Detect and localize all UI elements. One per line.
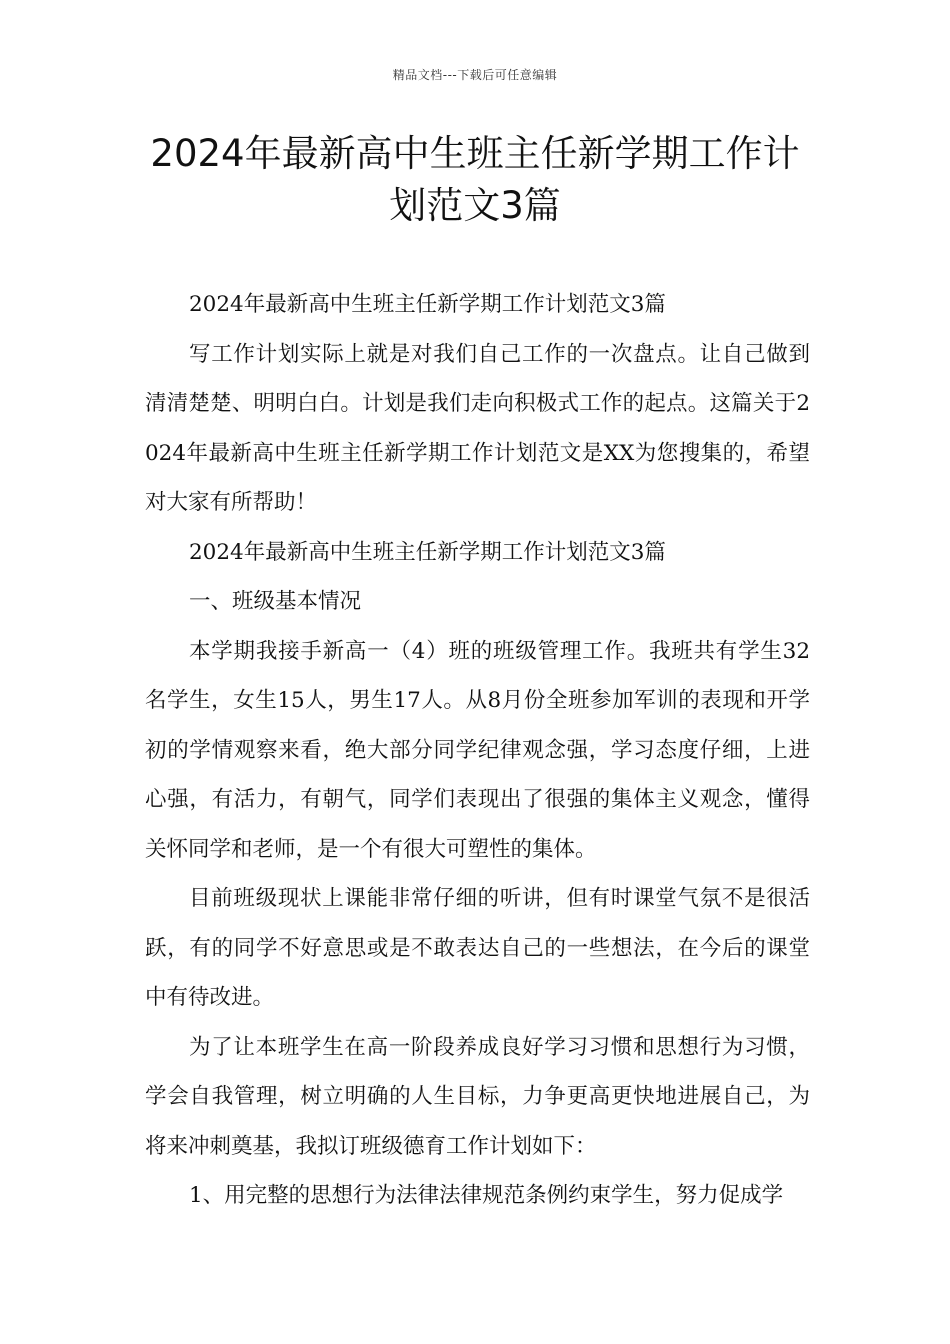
title-line-1: 2024年最新高中生班主任新学期工作计 [150, 132, 800, 175]
paragraph-current-status: 目前班级现状上课能非常仔细的听讲，但有时课堂气氛不是很活跃，有的同学不好意思或是不敢表达自己的一些想法，在今后的课堂中有待改进。 [145, 886, 810, 1010]
document-body [145, 280, 810, 1221]
paragraph-subtitle-repeat: 2024年最新高中生班主任新学期工作计划范文3篇 [189, 539, 666, 565]
paragraph-intro: 写工作计划实际上就是对我们自己工作的一次盘点。让自己做到清清楚楚、明明白白。计划是我们走向积极式工作的起点。这篇关于2024年最新高中生班主任新学期工作计划范文是XX为您搜集的，希望对大家有所帮助！ [145, 341, 810, 515]
paragraph-class-situation: 本学期我接手新高一（4）班的班级管理工作。我班共有学生32名学生，女生15人，男生17人。从8月份全班参加军训的表现和开学初的学情观察来看，绝大部分同学纪律观念强，学习态度仔细，上进心强，有活力，有朝气，同学们表现出了很强的集体主义观念，懂得关怀同学和老师，是一个有很大可塑性的集体。 [145, 638, 810, 862]
document-title [120, 128, 830, 232]
paragraph-plan-purpose: 为了让本班学生在高一阶段养成良好学习习惯和思想行为习惯，学会自我管理，树立明确的人生目标，力争更高更快地进展自己，为将来冲刺奠基，我拟订班级德育工作计划如下： [145, 1034, 810, 1159]
title-line-2: 划范文3篇 [389, 184, 561, 227]
paragraph-item-1: 1、用完整的思想行为法律法律规范条例约束学生，努力促成学 [189, 1183, 784, 1208]
section-heading: 一、班级基本情况 [189, 589, 362, 614]
paragraph-subtitle: 2024年最新高中生班主任新学期工作计划范文3篇 [189, 292, 666, 317]
header-note: 精品文档---下载后可任意编辑 [392, 68, 558, 82]
